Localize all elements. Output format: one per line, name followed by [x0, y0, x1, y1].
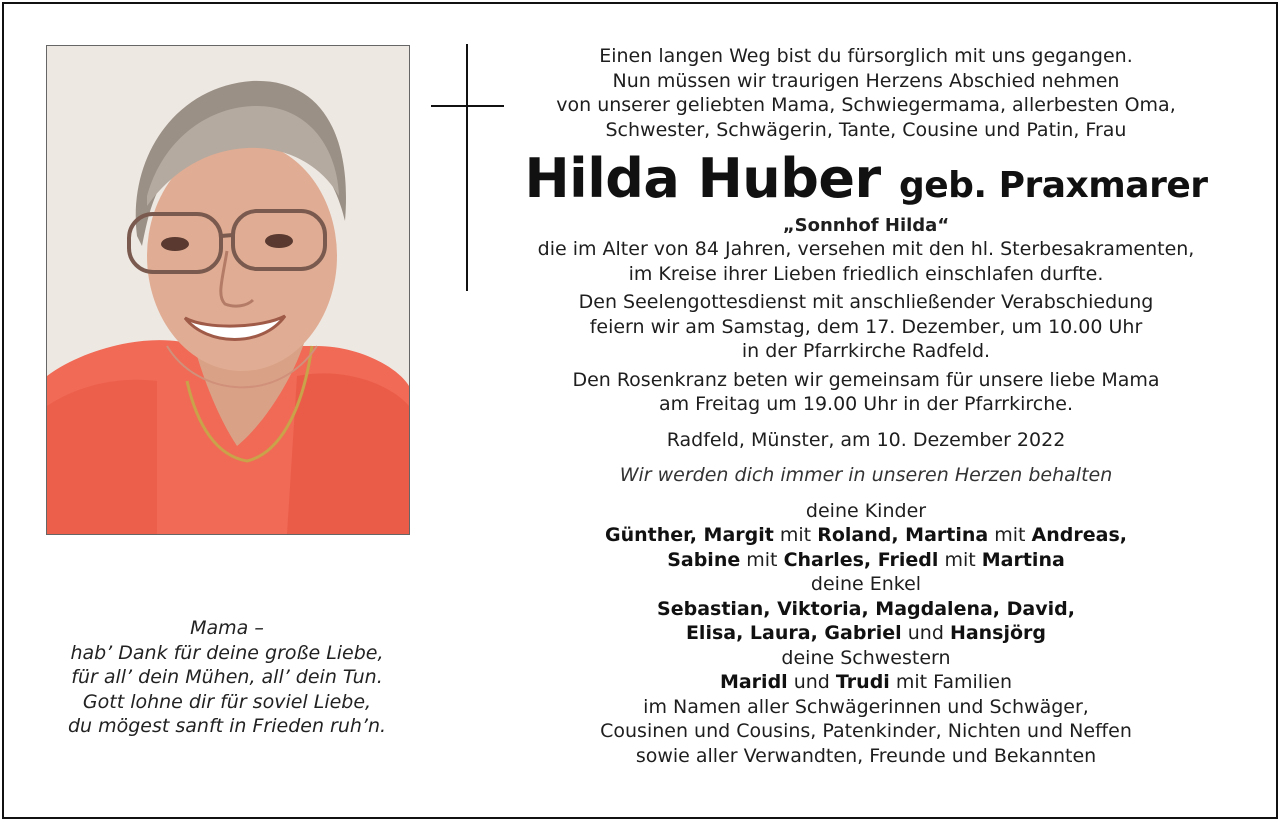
- connector: mit: [773, 524, 818, 546]
- children-names-line: [500, 523, 1232, 548]
- obituary-text: [500, 44, 1232, 768]
- grandchildren-label: deine Enkel: [810, 573, 922, 595]
- cross-icon: [466, 44, 468, 291]
- nickname: „Sonnhof Hilda“: [782, 215, 950, 236]
- poem-line: hab’ Dank für deine große Liebe,: [70, 641, 384, 664]
- grandchildren-names-line: [500, 597, 1232, 622]
- poem-line: Mama –: [190, 617, 264, 639]
- intro-line: von unserer geliebten Mama, Schwiegermama, allerbesten Oma,: [556, 94, 1176, 116]
- poem-line: du mögest sanft in Frieden ruh’n.: [67, 715, 387, 737]
- grandchildren-names-line: [500, 621, 1232, 646]
- poem-line: für all’ dein Mühen, all’ dein Tun.: [71, 666, 383, 688]
- service-line: in der Pfarrkirche Radfeld.: [741, 340, 991, 362]
- child-names: Sabine: [667, 548, 741, 571]
- service-line: Den Seelengottesdienst mit anschließender Verabschiedung: [578, 291, 1154, 313]
- deceased-name: Hilda Huber: [524, 147, 881, 210]
- portrait-photo: [46, 45, 410, 535]
- grandchild-names: Hansjörg: [949, 622, 1047, 644]
- intro-line: Schwester, Schwägerin, Tante, Cousine und Patin, Frau: [605, 118, 1127, 141]
- child-names: Roland, Martina: [817, 524, 989, 546]
- death-line: im Kreise ihrer Lieben friedlich einschlafen durfte.: [628, 262, 1104, 285]
- place-date: Radfeld, Münster, am 10. Dezember 2022: [666, 428, 1066, 451]
- cross-icon-bar: [431, 105, 504, 107]
- portrait-image: [47, 46, 409, 534]
- connector: und: [787, 671, 836, 693]
- deceased-name-heading: [500, 146, 1232, 219]
- poem-line: Gott lohne dir für soviel Liebe,: [82, 690, 372, 713]
- connector: mit: [740, 548, 784, 571]
- connector: und: [901, 622, 950, 644]
- intro-line: Einen langen Weg bist du fürsorglich mit uns gegangen.: [599, 45, 1133, 67]
- closing-line: sowie aller Verwandten, Freunde und Bekannten: [635, 744, 1097, 767]
- closing-line: Cousinen und Cousins, Patenkinder, Nichten und Neffen: [600, 720, 1132, 742]
- rosary-line: am Freitag um 19.00 Uhr in der Pfarrkirche.: [658, 393, 1074, 415]
- rosary-line: Den Rosenkranz beten wir gemeinsam für unsere liebe Mama: [572, 368, 1160, 391]
- child-names: Charles, Friedl: [783, 548, 939, 571]
- child-names: Martina: [981, 548, 1065, 571]
- birth-name: geb. Praxmarer: [898, 165, 1208, 206]
- grandchild-names: Elisa, Laura, Gabriel: [685, 622, 902, 644]
- sister-name: Maridl: [719, 671, 788, 693]
- service-line: feiern wir am Samstag, dem 17. Dezember, um 10.00 Uhr: [589, 315, 1143, 338]
- intro-line: Nun müssen wir traurigen Herzens Abschied nehmen: [612, 69, 1120, 92]
- death-line: die im Alter von 84 Jahren, versehen mit den hl. Sterbesakramenten,: [537, 238, 1195, 260]
- sisters-label: deine Schwestern: [781, 646, 951, 669]
- connector: mit Familien: [889, 671, 1013, 693]
- grandchild-names: Sebastian, Viktoria, Magdalena, David,: [657, 597, 1075, 620]
- connector: mit: [988, 524, 1032, 546]
- children-label: deine Kinder: [805, 499, 927, 522]
- connector: mit: [938, 548, 982, 571]
- sister-name: Trudi: [835, 671, 890, 693]
- motto: Wir werden dich immer in unseren Herzen behalten: [619, 464, 1113, 486]
- child-names: Günther, Margit: [605, 524, 774, 546]
- child-names: Andreas,: [1031, 524, 1127, 546]
- poem: [46, 616, 408, 739]
- children-names-line: [500, 548, 1232, 573]
- sisters-names-line: [500, 670, 1232, 695]
- closing-line: im Namen aller Schwägerinnen und Schwäger,: [643, 695, 1089, 718]
